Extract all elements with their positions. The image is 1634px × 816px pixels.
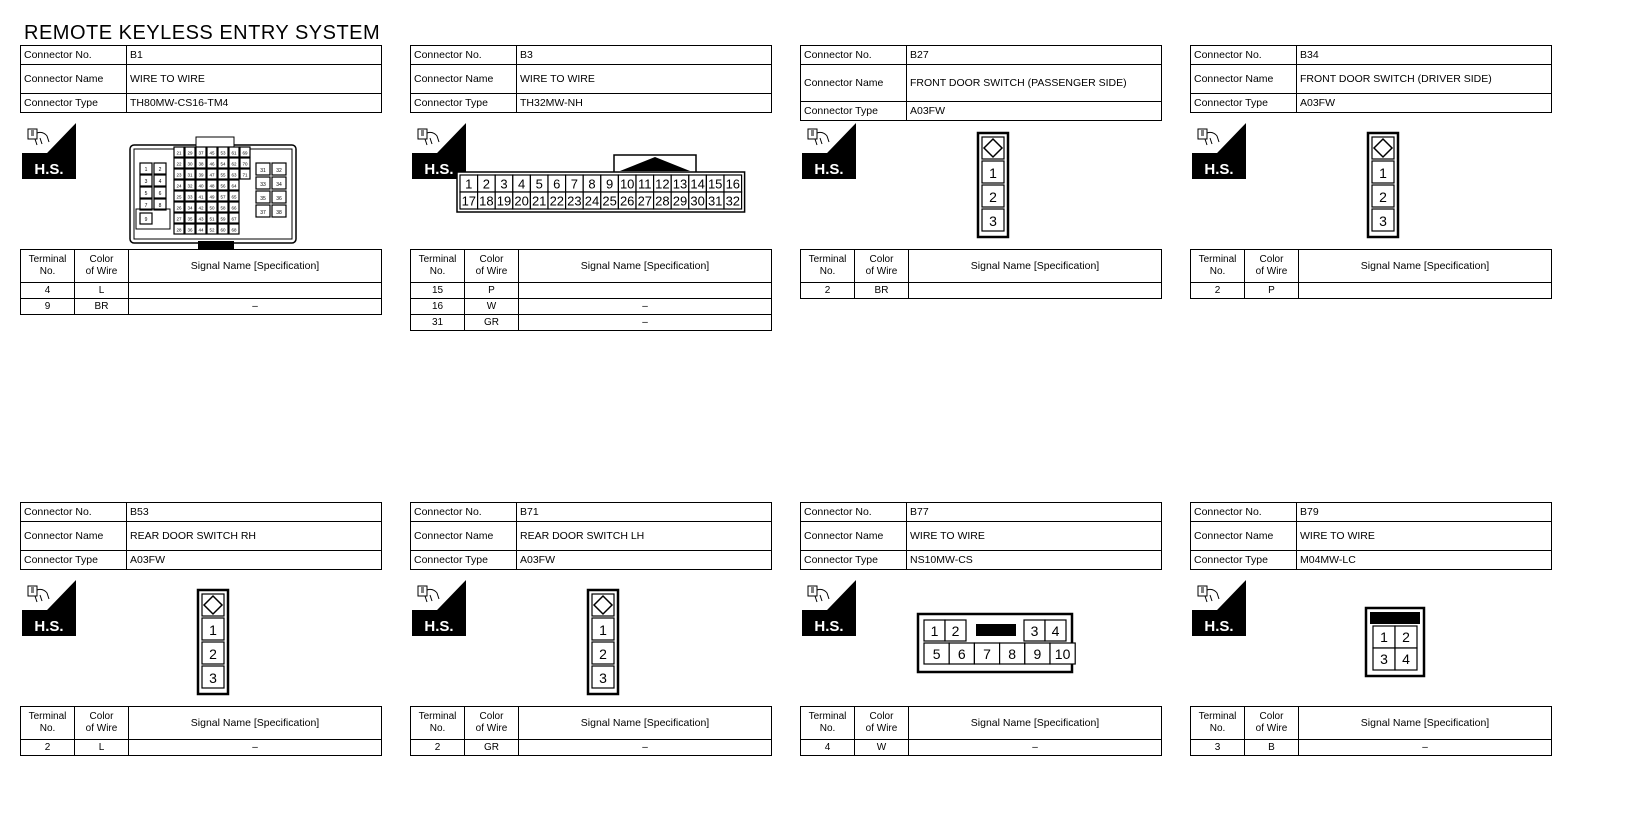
connector-no-value: B71 — [517, 503, 772, 522]
connector-name-label: Connector Name — [411, 522, 517, 551]
pin-label: 23 — [176, 172, 182, 178]
connector-no-value: B27 — [907, 46, 1162, 65]
signal-name-header: Signal Name [Specification] — [1299, 707, 1552, 740]
wire-color-header: Color of Wire — [1245, 250, 1299, 283]
pin-label: 32 — [725, 193, 741, 209]
pin-label: 67 — [231, 216, 237, 222]
terminal-no: 2 — [21, 740, 75, 756]
connector-header-table — [800, 502, 1162, 570]
connector-name-value: REAR DOOR SWITCH LH — [517, 522, 772, 551]
pin-label: 7 — [983, 646, 991, 662]
terminal-row — [411, 283, 772, 299]
pin-label: 38 — [276, 210, 282, 216]
signal-name-header: Signal Name [Specification] — [519, 707, 772, 740]
terminal-no-header: Terminal No. — [21, 250, 75, 283]
terminal-no: 4 — [21, 283, 75, 299]
hs-label: H.S. — [34, 618, 64, 635]
harness-side-icon — [1192, 123, 1246, 179]
hs-label: H.S. — [814, 618, 844, 635]
signal-name-header: Signal Name [Specification] — [909, 707, 1162, 740]
wire-color: P — [1245, 283, 1299, 299]
pin-label: 45 — [209, 150, 215, 156]
pin-label: 57 — [220, 194, 226, 200]
connector-no-value: B34 — [1297, 46, 1552, 65]
terminal-no: 15 — [411, 283, 465, 299]
pin-label: 28 — [176, 227, 182, 233]
pin-label: 21 — [176, 150, 182, 156]
terminal-no: 16 — [411, 299, 465, 315]
pin-label: 1 — [599, 622, 607, 638]
terminal-table — [20, 249, 382, 315]
connector-panel-b79 — [1190, 502, 1552, 782]
signal-name — [909, 283, 1162, 299]
pin-label: 1 — [989, 165, 997, 181]
pin-label: 69 — [242, 150, 248, 156]
pin-label: 5 — [144, 191, 148, 197]
connector-name-label: Connector Name — [1191, 522, 1297, 551]
connector-type-value: A03FW — [127, 551, 382, 570]
terminal-row — [801, 740, 1162, 756]
terminal-no-header: Terminal No. — [801, 250, 855, 283]
terminal-row — [801, 283, 1162, 299]
connector-name-value: FRONT DOOR SWITCH (DRIVER SIDE) — [1297, 65, 1552, 94]
connector-type-label: Connector Type — [411, 551, 517, 570]
pin-label: 59 — [220, 216, 226, 222]
terminal-no-header: Terminal No. — [21, 707, 75, 740]
connector-type-value: TH80MW-CS16-TM4 — [127, 94, 382, 113]
terminal-row — [411, 740, 772, 756]
pin-label: 61 — [231, 150, 237, 156]
signal-name-header: Signal Name [Specification] — [1299, 250, 1552, 283]
connector-no-value: B3 — [517, 46, 772, 65]
pin-label: 12 — [655, 176, 670, 192]
terminal-table — [1190, 706, 1552, 756]
connector-name-value: WIRE TO WIRE — [517, 65, 772, 94]
wire-color: W — [465, 299, 519, 315]
wire-color: L — [75, 740, 129, 756]
terminal-table — [800, 706, 1162, 756]
pin-label: 58 — [220, 205, 226, 211]
pin-label: 8 — [588, 176, 596, 192]
pin-label: 48 — [209, 183, 215, 189]
signal-name — [129, 283, 382, 299]
signal-name — [519, 283, 772, 299]
pin-label: 25 — [176, 194, 182, 200]
terminal-no: 2 — [801, 283, 855, 299]
harness-side-icon — [1192, 580, 1246, 636]
harness-side-icon — [802, 580, 856, 636]
connector-name-value: REAR DOOR SWITCH RH — [127, 522, 382, 551]
connector-panel-b3 — [410, 45, 772, 328]
connector-diagram — [454, 141, 754, 221]
terminal-no-header: Terminal No. — [1191, 707, 1245, 740]
pin-label: 4 — [158, 179, 162, 185]
pin-label: 5 — [535, 176, 543, 192]
pin-label: 23 — [567, 193, 582, 209]
connector-diagram — [976, 131, 1012, 241]
wire-color-header: Color of Wire — [465, 707, 519, 740]
signal-name: – — [129, 740, 382, 756]
pin-label: 9 — [1033, 646, 1042, 662]
terminal-no: 2 — [1191, 283, 1245, 299]
pin-label: 46 — [209, 161, 215, 167]
pin-label: 71 — [242, 172, 248, 178]
connector-no-value: B1 — [127, 46, 382, 65]
terminal-table — [410, 706, 772, 756]
terminal-table — [800, 249, 1162, 299]
pin-label: 63 — [231, 172, 237, 178]
connector-type-label: Connector Type — [411, 94, 517, 113]
connector-type-value: A03FW — [907, 102, 1162, 121]
pin-label: 22 — [176, 161, 182, 167]
pin-label: 2 — [989, 189, 997, 205]
pin-label: 26 — [176, 205, 182, 211]
connector-panel-b53 — [20, 502, 382, 782]
connector-type-label: Connector Type — [21, 94, 127, 113]
connector-diagram — [128, 133, 300, 253]
pin-label: 44 — [198, 227, 204, 233]
harness-side-icon — [22, 123, 76, 179]
pin-label: 8 — [158, 203, 162, 209]
connector-header-table — [1190, 502, 1552, 570]
terminal-no: 31 — [411, 315, 465, 331]
pin-label: 42 — [198, 205, 204, 211]
signal-name-header: Signal Name [Specification] — [519, 250, 772, 283]
wire-color: W — [855, 740, 909, 756]
connector-header-table — [20, 45, 382, 113]
terminal-row — [411, 315, 772, 331]
pin-label: 53 — [220, 150, 226, 156]
pin-label: 31 — [187, 172, 193, 178]
signal-name-header: Signal Name [Specification] — [129, 707, 382, 740]
wire-color: GR — [465, 740, 519, 756]
pin-label: 10 — [1054, 646, 1071, 662]
pin-label: 16 — [725, 176, 741, 192]
pin-label: 64 — [231, 183, 237, 189]
terminal-table — [410, 249, 772, 331]
pin-label: 9 — [144, 217, 148, 223]
pin-label: 6 — [553, 176, 561, 192]
pin-label: 2 — [482, 176, 491, 192]
terminal-no: 4 — [801, 740, 855, 756]
pin-label: 5 — [932, 646, 941, 662]
page-title: REMOTE KEYLESS ENTRY SYSTEM — [24, 22, 381, 44]
connector-type-label: Connector Type — [1191, 94, 1297, 113]
pin-label: 34 — [187, 205, 193, 211]
pin-label: 62 — [231, 161, 237, 167]
connector-no-value: B79 — [1297, 503, 1552, 522]
connector-diagram — [586, 588, 622, 698]
connector-header-table — [410, 45, 772, 113]
pin-label: 51 — [209, 216, 215, 222]
wire-color: BR — [855, 283, 909, 299]
connector-type-label: Connector Type — [801, 551, 907, 570]
pin-label: 1 — [1379, 165, 1387, 181]
pin-label: 19 — [496, 193, 512, 209]
signal-name: – — [129, 299, 382, 315]
pin-label: 17 — [461, 193, 477, 209]
wire-color: P — [465, 283, 519, 299]
pin-label: 56 — [220, 183, 226, 189]
pin-label: 3 — [989, 213, 997, 229]
connector-type-label: Connector Type — [801, 102, 907, 121]
pin-label: 34 — [276, 182, 282, 188]
connector-type-value: M04MW-LC — [1297, 551, 1552, 570]
connector-name-value: WIRE TO WIRE — [907, 522, 1162, 551]
hs-label: H.S. — [424, 618, 454, 635]
hs-label: H.S. — [814, 161, 844, 178]
pin-label: 9 — [605, 176, 614, 192]
connector-no-label: Connector No. — [801, 503, 907, 522]
pin-label: 49 — [209, 194, 215, 200]
connector-no-label: Connector No. — [21, 46, 127, 65]
connector-panel-b34 — [1190, 45, 1552, 325]
connector-header-table — [1190, 45, 1552, 113]
connector-name-label: Connector Name — [411, 65, 517, 94]
pin-label: 55 — [220, 172, 226, 178]
connector-no-value: B77 — [907, 503, 1162, 522]
connector-type-label: Connector Type — [1191, 551, 1297, 570]
connector-name-label: Connector Name — [1191, 65, 1297, 94]
pin-label: 2 — [209, 646, 217, 662]
pin-label: 1 — [144, 167, 148, 173]
pin-label: 15 — [707, 176, 723, 192]
connector-header-table — [800, 45, 1162, 121]
pin-label: 40 — [198, 183, 204, 189]
connector-type-label: Connector Type — [21, 551, 127, 570]
pin-label: 52 — [209, 227, 215, 233]
pin-label: 3 — [1380, 651, 1388, 667]
wire-color-header: Color of Wire — [465, 250, 519, 283]
pin-label: 13 — [672, 176, 688, 192]
harness-side-icon — [412, 580, 466, 636]
connector-name-label: Connector Name — [21, 522, 127, 551]
pin-label: 2 — [1402, 629, 1410, 645]
terminal-row — [1191, 740, 1552, 756]
pin-label: 28 — [655, 193, 670, 209]
pin-label: 22 — [549, 193, 565, 209]
connector-type-value: NS10MW-CS — [907, 551, 1162, 570]
pin-label: 70 — [242, 161, 248, 167]
pin-label: 3 — [599, 670, 607, 686]
wire-color-header: Color of Wire — [855, 250, 909, 283]
connector-panel-b77 — [800, 502, 1162, 782]
signal-name: – — [519, 299, 772, 315]
pin-label: 41 — [198, 194, 204, 200]
pin-label: 30 — [187, 161, 193, 167]
pin-label: 35 — [260, 196, 266, 202]
pin-label: 14 — [690, 176, 705, 192]
terminal-no-header: Terminal No. — [1191, 250, 1245, 283]
hs-label: H.S. — [424, 161, 454, 178]
pin-label: 2 — [599, 646, 607, 662]
connector-name-label: Connector Name — [801, 522, 907, 551]
connector-name-label: Connector Name — [21, 65, 127, 94]
pin-label: 33 — [187, 194, 193, 200]
pin-label: 2 — [951, 623, 960, 639]
pin-label: 10 — [619, 176, 635, 192]
pin-label: 66 — [231, 205, 237, 211]
pin-label: 6 — [158, 191, 162, 197]
terminal-row — [21, 740, 382, 756]
pin-label: 36 — [276, 196, 282, 202]
pin-label: 24 — [584, 193, 600, 209]
connector-header-table — [20, 502, 382, 570]
terminal-table — [20, 706, 382, 756]
connector-panel-b27 — [800, 45, 1162, 325]
pin-label: 29 — [672, 193, 688, 209]
pin-label: 65 — [231, 194, 237, 200]
terminal-row — [1191, 283, 1552, 299]
wire-color: GR — [465, 315, 519, 331]
terminal-no-header: Terminal No. — [411, 707, 465, 740]
pin-label: 38 — [198, 161, 204, 167]
pin-label: 47 — [209, 172, 215, 178]
signal-name: – — [519, 740, 772, 756]
signal-name: – — [1299, 740, 1552, 756]
connector-type-value: A03FW — [517, 551, 772, 570]
hs-label: H.S. — [1204, 161, 1234, 178]
connector-name-label: Connector Name — [801, 65, 907, 102]
harness-side-icon — [802, 123, 856, 179]
pin-label: 68 — [231, 227, 237, 233]
connector-no-label: Connector No. — [1191, 46, 1297, 65]
pin-label: 3 — [1030, 623, 1039, 639]
signal-name-header: Signal Name [Specification] — [129, 250, 382, 283]
pin-label: 1 — [209, 622, 217, 638]
pin-label: 7 — [144, 203, 148, 209]
terminal-row — [21, 283, 382, 299]
terminal-no-header: Terminal No. — [801, 707, 855, 740]
terminal-no: 9 — [21, 299, 75, 315]
signal-name: – — [519, 315, 772, 331]
pin-label: 31 — [707, 193, 723, 209]
pin-label: 4 — [1051, 623, 1060, 639]
connector-no-label: Connector No. — [21, 503, 127, 522]
connector-name-value: WIRE TO WIRE — [1297, 522, 1552, 551]
pin-label: 32 — [276, 168, 282, 174]
hs-label: H.S. — [1204, 618, 1234, 635]
pin-label: 7 — [570, 176, 579, 192]
wire-color: B — [1245, 740, 1299, 756]
terminal-row — [411, 299, 772, 315]
pin-label: 29 — [187, 150, 193, 156]
connector-no-label: Connector No. — [411, 46, 517, 65]
pin-label: 27 — [637, 193, 653, 209]
signal-name-header: Signal Name [Specification] — [909, 250, 1162, 283]
pin-label: 33 — [260, 182, 266, 188]
wire-color-header: Color of Wire — [855, 707, 909, 740]
pin-label: 6 — [957, 646, 966, 662]
connector-diagram — [1364, 606, 1428, 680]
connector-panel-b1 — [20, 45, 382, 325]
pin-label: 37 — [260, 210, 266, 216]
pin-label: 27 — [176, 216, 182, 222]
signal-name — [1299, 283, 1552, 299]
pin-label: 54 — [220, 161, 226, 167]
pin-label: 20 — [514, 193, 529, 209]
pin-label: 24 — [176, 183, 182, 189]
pin-label: 36 — [187, 227, 193, 233]
connector-no-label: Connector No. — [411, 503, 517, 522]
terminal-no-header: Terminal No. — [411, 250, 465, 283]
pin-label: 3 — [144, 179, 148, 185]
pin-label: 3 — [500, 176, 508, 192]
wire-color: BR — [75, 299, 129, 315]
signal-name: – — [909, 740, 1162, 756]
pin-label: 1 — [930, 623, 939, 639]
pin-label: 3 — [209, 670, 217, 686]
pin-label: 35 — [187, 216, 193, 222]
connector-no-label: Connector No. — [801, 46, 907, 65]
pin-label: 21 — [531, 193, 547, 209]
pin-label: 18 — [479, 193, 494, 209]
pin-label: 37 — [198, 150, 204, 156]
connector-name-value: WIRE TO WIRE — [127, 65, 382, 94]
pin-label: 26 — [619, 193, 635, 209]
connector-type-value: TH32MW-NH — [517, 94, 772, 113]
terminal-no: 2 — [411, 740, 465, 756]
pin-label: 39 — [198, 172, 204, 178]
pin-label: 43 — [198, 216, 204, 222]
pin-label: 3 — [1379, 213, 1387, 229]
pin-label: 2 — [1379, 189, 1387, 205]
connector-header-table — [410, 502, 772, 570]
terminal-table — [1190, 249, 1552, 299]
harness-side-icon — [22, 580, 76, 636]
connector-diagram — [196, 588, 232, 698]
connector-diagram — [1366, 131, 1402, 241]
pin-label: 60 — [220, 227, 226, 233]
connector-name-value: FRONT DOOR SWITCH (PASSENGER SIDE) — [907, 65, 1162, 102]
wire-color-header: Color of Wire — [75, 250, 129, 283]
pin-label: 11 — [638, 176, 652, 192]
connector-diagram — [916, 612, 1076, 676]
pin-label: 50 — [209, 205, 215, 211]
pin-label: 25 — [602, 193, 617, 209]
wire-color-header: Color of Wire — [1245, 707, 1299, 740]
wire-color: L — [75, 283, 129, 299]
pin-label: 32 — [187, 183, 193, 189]
terminal-no: 3 — [1191, 740, 1245, 756]
wire-color-header: Color of Wire — [75, 707, 129, 740]
terminal-row — [21, 299, 382, 315]
pin-label: 30 — [690, 193, 705, 209]
pin-label: 4 — [1402, 651, 1410, 667]
pin-label: 1 — [465, 176, 473, 192]
connector-panel-b71 — [410, 502, 772, 782]
connector-no-value: B53 — [127, 503, 382, 522]
pin-label: 1 — [1380, 629, 1388, 645]
pin-label: 8 — [1008, 646, 1017, 662]
pin-label: 31 — [260, 168, 266, 174]
pin-label: 4 — [517, 176, 526, 192]
connector-no-label: Connector No. — [1191, 503, 1297, 522]
pin-label: 2 — [158, 167, 162, 173]
hs-label: H.S. — [34, 161, 64, 178]
connector-type-value: A03FW — [1297, 94, 1552, 113]
